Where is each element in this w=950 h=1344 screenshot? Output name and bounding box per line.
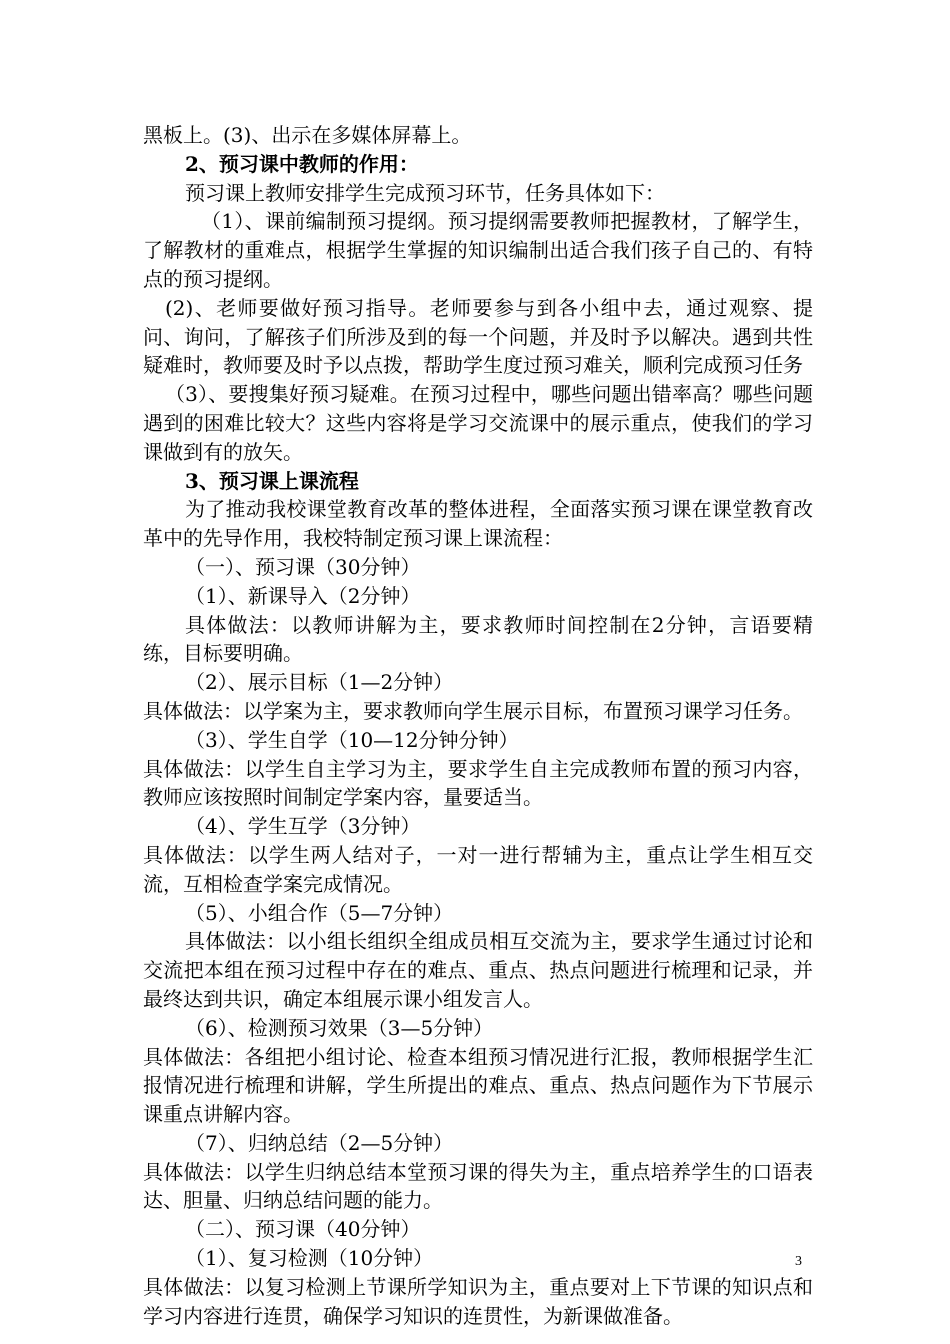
paragraph: 预习课上教师安排学生完成预习环节，任务具体如下： <box>185 180 665 205</box>
paragraph: （1）、新课导入（2分钟） <box>185 583 421 608</box>
paragraph: （1）、课前编制预习提纲。预习提纲需要教师把握教材，了解学生，了解教材的重难点，根据学生掌握的知识编制出适合我们孩子自己的、有特点的预习提纲。 <box>143 209 813 291</box>
paragraph: 具体做法：以复习检测上节课所学知识为主，重点要对上下节课的知识点和学习内容进行连贯，确保学习知识的连贯性，为新课做准备。 <box>143 1274 813 1328</box>
page-number: 3 <box>795 1254 802 1269</box>
paragraph: 具体做法：以学生自主学习为主，要求学生自主完成教师布置的预习内容，教师应该按照时间制定学案内容，量要适当。 <box>143 756 813 810</box>
paragraph: （3）、要搜集好预习疑难。在预习过程中，哪些问题出错率高？哪些问题遇到的困难比较大？这些内容将是学习交流课中的展示重点，使我们的学习课做到有的放矢。 <box>143 382 813 464</box>
section-heading: 3、预习课上课流程 <box>185 468 359 493</box>
paragraph: （二）、预习课（40分钟） <box>185 1217 421 1242</box>
paragraph: （6）、检测预习效果（3—5分钟） <box>185 1015 494 1040</box>
paragraph: （3）、学生自学（10—12分钟分钟） <box>185 727 519 752</box>
paragraph: 具体做法：以学案为主，要求教师向学生展示目标，布置预习课学习任务。 <box>143 698 803 723</box>
document-body <box>143 121 813 1330</box>
paragraph: 具体做法：各组把小组讨论、检查本组预习情况进行汇报，教师根据学生汇报情况进行梳理和讲解，学生所提出的难点、重点、热点问题作为下节展示课重点讲解内容。 <box>143 1044 813 1127</box>
paragraph: （2）、展示目标（1—2分钟） <box>185 670 454 695</box>
paragraph: （4）、学生互学（3分钟） <box>185 814 421 839</box>
paragraph: 黑板上。(3)、出示在多媒体屏幕上。 <box>143 123 472 147</box>
paragraph: （1）、复习检测（10分钟） <box>185 1246 434 1271</box>
paragraph: （5）、小组合作（5—7分钟） <box>185 900 454 925</box>
paragraph: 具体做法：以教师讲解为主，要求教师时间控制在2分钟，言语要精练，目标要明确。 <box>143 612 813 666</box>
paragraph: 具体做法：以学生两人结对子，一对一进行帮辅为主，重点让学生相互交流，互相检查学案完成情况。 <box>143 842 813 896</box>
paragraph: 为了推动我校课堂教育改革的整体进程，全面落实预习课在课堂教育改革中的先导作用，我校特制定预习课上课流程： <box>143 497 813 551</box>
paragraph: 具体做法：以小组长组织全组成员相互交流为主，要求学生通过讨论和交流把本组在预习过程中存在的难点、重点、热点问题进行梳理和记录，并最终达到共识，确定本组展示课小组发言人。 <box>143 929 813 1011</box>
paragraph: (2)、老师要做好预习指导。老师要参与到各小组中去，通过观察、提问、询问，了解孩子们所涉及到的每一个问题，并及时予以解决。遇到共性疑难时，教师要及时予以点拨，帮助学生度过预习难关，顺利完成预习任务 <box>143 295 813 378</box>
paragraph: （7）、归纳总结（2—5分钟） <box>185 1130 454 1155</box>
paragraph: （一）、预习课（30分钟） <box>185 554 421 579</box>
section-heading: 2、预习课中教师的作用： <box>185 151 419 176</box>
paragraph: 具体做法：以学生归纳总结本堂预习课的得失为主，重点培养学生的口语表达、胆量、归纳总结问题的能力。 <box>143 1159 813 1213</box>
